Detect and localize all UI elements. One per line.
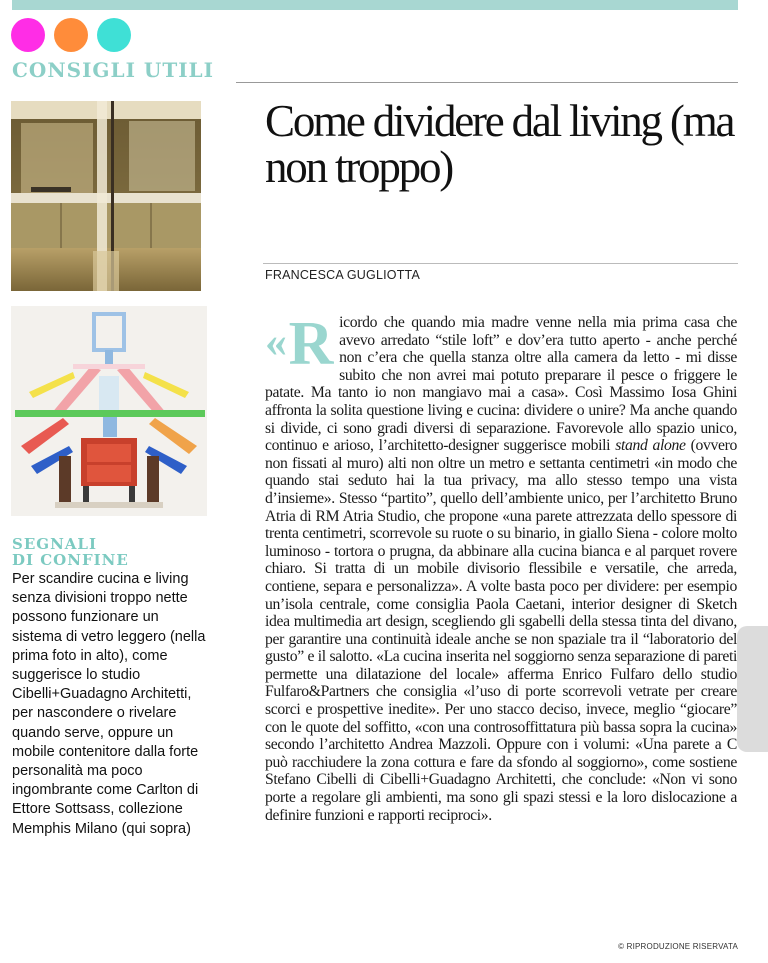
- sidebar-title-line2: DI CONFINE: [12, 551, 129, 569]
- article-text-emphasis: stand alone: [615, 437, 686, 455]
- top-color-bar: [12, 0, 738, 10]
- sidebar-title-line1: SEGNALI: [12, 535, 97, 553]
- magenta-dot: [11, 18, 45, 52]
- orange-dot: [54, 18, 88, 52]
- article-body: [265, 310, 737, 824]
- article-text-start: icordo che quando mia madre venne nella mia prima casa che avevo arredato “stile loft” e dov’era tutto aperto - anche perché non c’era che quella stanza oltre alla camera da letto - mi disse subito che non avrei mai potuto preparare il pesce o friggere le patate. Ma tanto io non mangiavo mai a casa». Così Massimo Iosa Ghini affronta la solita questione living e cucina: dividere o unire? Ma anche quando si divide, ci sono gradi diversi di separazione. Favorevole allo spazio unico, continuo e arioso, l’architetto-designer suggerisce mobili: [265, 314, 737, 455]
- side-page-tab[interactable]: [737, 626, 768, 752]
- cyan-dot: [97, 18, 131, 52]
- kitchen-glass-partition-photo: [11, 101, 201, 291]
- article-text-rest: (ovvero non fissati al muro) alti non oltre un metro e settanta centimetri «in modo che quando stai seduto hai la tua privacy, ma allo stesso tempo una vista d’insieme». Stesso “partito”, quello dell’ambiente unico, per l’architetto Bruno Atria di RM Atria Studio, che propone «una parete attrezzata dello spessore di trenta centimetri, scorrevole su ruote o su binario, in giallo Siena - colore molto luminoso - tortora o prugna, da abbinare alla cucina bianca e al parquet rovere chiaro. Si tratta di un mobile divisorio flessibile e versatile, che arreda, contiene, separa e personalizza». A volte basta poco per dividere: per esempio un’isola centrale, come consiglia Paola Caetani, interior designer di Sketch idea multimedia art design, scegliendo gli sgabelli della stessa tinta del divano, per garantire una continuità ideale anche se non spaziale tra il “laboratorio del gusto” e il salotto. «La cucina inserita nel soggiorno senza separazione di pareti permette una dilatazione del locale» afferma Enrico Fulfaro dello studio Fulfaro&Partners che consiglia «l’uso di porte scorrevoli vetrate per creare scorci e prospettive inedite». Per uno stacco deciso, invece, meglio “giocare” con le quote del soffitto, «con una controsoffittatura più bassa sopra la cucina» secondo l’architetto Andrea Mazzoli. Oppure con i volumi: «Una parete a C può racchiudere la zona cottura e fare da sfondo al soggiorno», come sostiene Stefano Cibelli di Cibelli+Guadagno Architetti, che conclude: «Non vi sono porte a regolare gli ambienti, ma sono gli spazi stessi e la loro dislocazione a definire funzioni e rapporti reciproci».: [265, 437, 737, 824]
- author-divider: [263, 263, 738, 264]
- opening-quote-mark: «: [265, 317, 287, 366]
- copyright-notice: © RIPRODUZIONE RISERVATA: [618, 942, 738, 951]
- section-label: CONSIGLI UTILI: [12, 58, 214, 82]
- article-title: Come dividere dal living (ma non troppo): [265, 96, 734, 192]
- article-author: FRANCESCA GUGLIOTTA: [265, 268, 420, 282]
- sidebar-title: [12, 536, 202, 568]
- section-divider: [236, 82, 738, 83]
- carlton-bookcase-photo: [11, 306, 207, 516]
- drop-cap: R: [288, 310, 334, 378]
- sidebar-caption: Per scandire cucina e living senza divisioni troppo nette possono funzionare un sistema di vetro leggero (nella prima foto in alto), come suggerisce lo studio Cibelli+Guadagno Architetti, per nascondere o rivelare quando serve, oppure un mobile contenitore dalla forte personalità ma poco ingombrante come Carlton di Ettore Sottsass, collezione Memphis Milano (qui sopra): [12, 571, 206, 837]
